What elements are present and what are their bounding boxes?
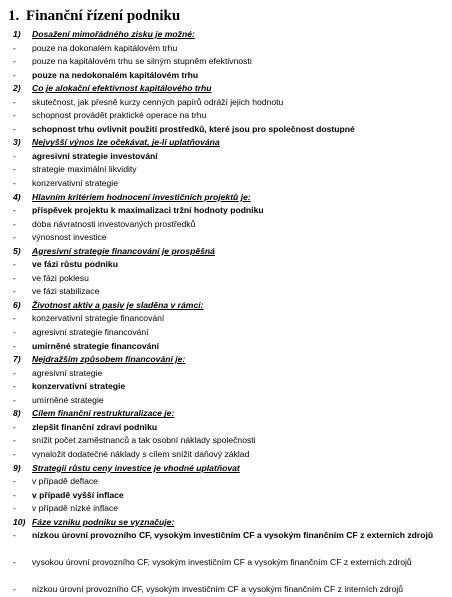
bullet-dash: - — [13, 476, 16, 487]
answer-item — [0, 42, 452, 56]
bullet-dash: - — [13, 232, 16, 243]
answer-text: pouze na kapitálovém trhu se silným stupněm efektivnosti — [32, 56, 252, 67]
answer-text: strategie maximální likvidity — [32, 164, 137, 175]
answer-item-correct — [0, 258, 452, 272]
bullet-dash: - — [13, 69, 16, 80]
answer-item — [0, 109, 452, 123]
answer-item — [0, 583, 452, 597]
question — [0, 136, 452, 150]
section-number: 1. — [8, 8, 20, 24]
bullet-dash: - — [13, 178, 16, 189]
question-number: 3) — [13, 137, 21, 148]
bullet-dash: - — [13, 205, 16, 216]
bullet-dash: - — [13, 421, 16, 432]
answer-text: konzervativní strategie financování — [32, 313, 165, 324]
answer-text: v případě vyšší inflace — [32, 489, 124, 500]
answer-text: výnosnost investice — [32, 232, 107, 243]
answer-item-correct — [0, 150, 452, 164]
bullet-dash: - — [13, 218, 16, 229]
answer-text: skutečnost, jak přesně kurzy cenných papírů odráží jejich hodnotu — [32, 96, 284, 107]
answer-text: vynaložit dodatečné náklady s cílem snížit daňový základ — [32, 448, 250, 459]
answer-item-correct — [0, 529, 452, 556]
bullet-dash: - — [13, 272, 16, 283]
answer-item — [0, 231, 452, 245]
answer-text: agresivní strategie financování — [32, 327, 149, 338]
bullet-dash: - — [13, 503, 16, 514]
answer-item — [0, 326, 452, 340]
bullet-dash: - — [13, 448, 16, 459]
answer-text: umírněné strategie — [32, 394, 104, 405]
answer-item-correct — [0, 69, 452, 83]
section-heading: Finanční řízení podniku — [26, 8, 181, 24]
question-text: Nejvyšší výnos lze očekávat, je-li uplatňována — [32, 137, 220, 148]
question-number: 2) — [13, 83, 21, 94]
bullet-dash: - — [13, 327, 16, 338]
answer-text: agresivní strategie investování — [32, 150, 158, 161]
question-number: 8) — [13, 408, 21, 419]
question-text: Fáze vzniku podniku se vyznačuje: — [32, 516, 175, 527]
question — [0, 245, 452, 259]
answer-item-correct — [0, 123, 452, 137]
question-text: Cílem finanční restrukturalizace je: — [32, 408, 175, 419]
bullet-dash: - — [13, 435, 16, 446]
bullet-dash: - — [13, 381, 16, 392]
answer-item-correct — [0, 489, 452, 503]
answer-item-correct — [0, 380, 452, 394]
answer-item — [0, 55, 452, 69]
answer-text: zlepšit finanční zdraví podniku — [32, 421, 158, 432]
question — [0, 299, 452, 313]
question — [0, 407, 452, 421]
bullet-dash: - — [13, 313, 16, 324]
bullet-dash: - — [13, 286, 16, 297]
answer-text: doba návratnosti investovaných prostředků — [32, 218, 196, 229]
answer-item — [0, 285, 452, 299]
question — [0, 516, 452, 530]
question — [0, 353, 452, 367]
answer-text: příspěvek projektu k maximalizaci tržní hodnoty podniku — [32, 205, 264, 216]
question-number: 10) — [13, 516, 26, 527]
answer-item — [0, 434, 452, 448]
question-number: 4) — [13, 191, 21, 202]
answer-text: umírněné strategie financování — [32, 340, 160, 351]
question-number: 9) — [13, 462, 21, 473]
answer-item — [0, 556, 452, 583]
bullet-dash: - — [13, 340, 16, 351]
question-text: Agresivní strategie financování je prospěšná — [32, 245, 215, 256]
answer-item — [0, 367, 452, 381]
bullet-dash: - — [13, 123, 16, 134]
answer-text: konzervativní strategie — [32, 178, 118, 189]
section-title — [8, 7, 180, 25]
answer-item — [0, 475, 452, 489]
answer-text: nízkou úrovní provozního CF, vysokým investičním CF a vysokým finančním CF z externích zdrojů — [32, 530, 434, 541]
question — [0, 462, 452, 476]
answer-item-correct — [0, 340, 452, 354]
question-number: 1) — [13, 29, 21, 39]
answer-text: snížit počet zaměstnanců a tak osobní náklady společnosti — [32, 435, 256, 446]
answer-text: v případě nízké inflace — [32, 503, 118, 514]
answer-text: ve fázi stabilizace — [32, 286, 100, 297]
answer-text: v případě deflace — [32, 476, 98, 487]
bullet-dash: - — [13, 489, 16, 500]
question-text: Nejdražším způsobem financování je: — [32, 354, 186, 365]
question — [0, 28, 452, 42]
bullet-dash: - — [13, 367, 16, 378]
question-number: 7) — [13, 354, 21, 365]
bullet-dash: - — [13, 530, 16, 541]
bullet-dash: - — [13, 150, 16, 161]
answer-text: schopnost trhu ovlivnit použití prostředků, které jsou pro společnost dostupné — [32, 123, 355, 134]
answer-item — [0, 394, 452, 408]
question-text: Co je alokační efektivnost kapitálového trhu — [32, 83, 212, 94]
question-number: 5) — [13, 245, 21, 256]
answer-item — [0, 218, 452, 232]
bullet-dash: - — [13, 394, 16, 405]
bullet-dash: - — [13, 584, 16, 595]
answer-item — [0, 163, 452, 177]
answer-text: schopnost provádět praktické operace na trhu — [32, 110, 207, 121]
bullet-dash: - — [13, 56, 16, 67]
answer-text: pouze na nedokonalém kapitálovém trhu — [32, 69, 199, 80]
answer-item — [0, 177, 452, 191]
bullet-dash: - — [13, 96, 16, 107]
answer-item — [0, 312, 452, 326]
answer-item-correct — [0, 204, 452, 218]
bullet-dash: - — [13, 259, 16, 270]
answer-text: vysokou úrovní provozního CF, vysokým investičním CF a vysokým finančním CF z externích zdrojů — [32, 557, 412, 568]
answer-text: nízkou úrovní provozního CF, vysokým investičním CF a vysokým finančním CF z interních zdrojů — [32, 584, 404, 595]
question — [0, 82, 452, 96]
answer-text: ve fázi růstu podniku — [32, 259, 118, 270]
question-text: Strategii růstu ceny investice je vhodné uplatňovat — [32, 462, 240, 473]
answer-item — [0, 502, 452, 516]
bullet-dash: - — [13, 557, 16, 568]
bullet-dash: - — [13, 42, 16, 53]
question-text: Dosažení mimořádného zisku je možné: — [32, 29, 195, 39]
answer-text: agresivní strategie — [32, 367, 103, 378]
answer-text: konzervativní strategie — [32, 381, 126, 392]
answer-item — [0, 272, 452, 286]
question-text: Hlavním kritériem hodnocení investičních projektů je: — [32, 191, 251, 202]
answer-item — [0, 448, 452, 462]
answer-item-correct — [0, 421, 452, 435]
bullet-dash: - — [13, 110, 16, 121]
question — [0, 191, 452, 205]
question-number: 6) — [13, 299, 21, 310]
answer-text: ve fázi poklesu — [32, 272, 89, 283]
answer-item — [0, 96, 452, 110]
question-text: Životnost aktiv a pasiv je sladěna v rámci: — [32, 299, 204, 310]
bullet-dash: - — [13, 164, 16, 175]
question-list — [0, 28, 452, 597]
answer-text: pouze na dokonalém kapitálovém trhu — [32, 42, 178, 53]
